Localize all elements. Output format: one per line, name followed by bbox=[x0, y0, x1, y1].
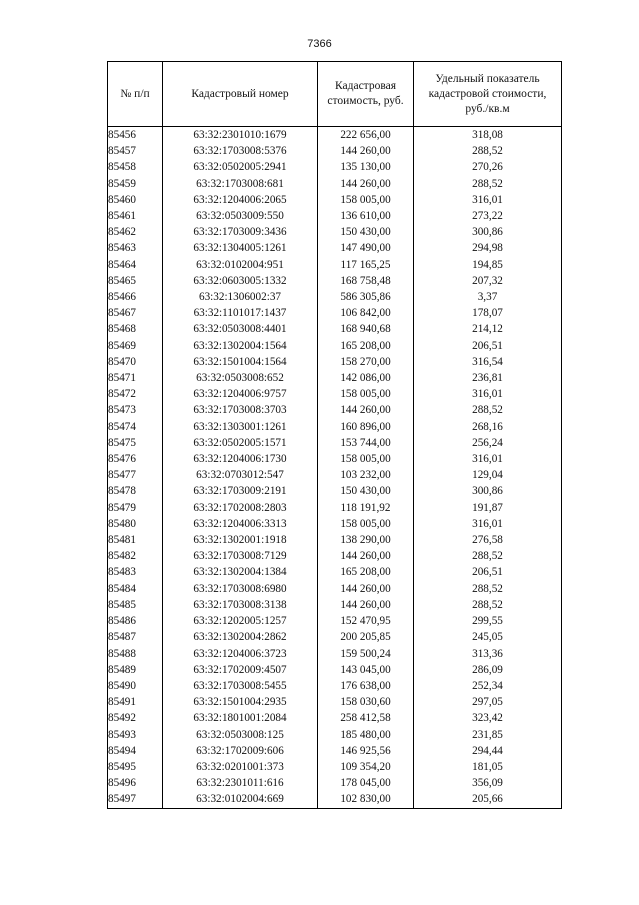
table-row bbox=[108, 370, 562, 386]
cadastral-cost-cell: 144 260,00 bbox=[318, 176, 414, 192]
cadastral-number-cell: 63:32:0102004:669 bbox=[163, 791, 318, 808]
table-row bbox=[108, 273, 562, 289]
specific-indicator-cell: 129,04 bbox=[414, 467, 562, 483]
table-row bbox=[108, 581, 562, 597]
cadastral-number-cell: 63:32:1204006:2065 bbox=[163, 192, 318, 208]
cadastral-number-cell: 63:32:1306002:37 bbox=[163, 289, 318, 305]
specific-indicator-cell: 207,32 bbox=[414, 273, 562, 289]
header-num: № п/п bbox=[108, 62, 163, 127]
row-number-cell: 85484 bbox=[108, 581, 163, 597]
cadastral-number-cell: 63:32:1501004:1564 bbox=[163, 354, 318, 370]
specific-indicator-cell: 273,22 bbox=[414, 208, 562, 224]
cadastral-cost-cell: 117 165,25 bbox=[318, 257, 414, 273]
cadastral-number-cell: 63:32:1801001:2084 bbox=[163, 710, 318, 726]
table-row bbox=[108, 467, 562, 483]
specific-indicator-cell: 231,85 bbox=[414, 727, 562, 743]
specific-indicator-cell: 252,34 bbox=[414, 678, 562, 694]
specific-indicator-cell: 300,86 bbox=[414, 483, 562, 499]
row-number-cell: 85478 bbox=[108, 483, 163, 499]
row-number-cell: 85466 bbox=[108, 289, 163, 305]
cadastral-cost-cell: 159 500,24 bbox=[318, 646, 414, 662]
table-row bbox=[108, 548, 562, 564]
specific-indicator-cell: 205,66 bbox=[414, 791, 562, 808]
header-row bbox=[108, 62, 562, 127]
cadastral-cost-cell: 109 354,20 bbox=[318, 759, 414, 775]
specific-indicator-cell: 294,98 bbox=[414, 240, 562, 256]
cadastral-cost-cell: 185 480,00 bbox=[318, 727, 414, 743]
table-row bbox=[108, 743, 562, 759]
cadastral-number-cell: 63:32:1703008:5455 bbox=[163, 678, 318, 694]
specific-indicator-cell: 297,05 bbox=[414, 694, 562, 710]
cadastral-cost-cell: 144 260,00 bbox=[318, 597, 414, 613]
table-row bbox=[108, 451, 562, 467]
row-number-cell: 85491 bbox=[108, 694, 163, 710]
specific-indicator-cell: 294,44 bbox=[414, 743, 562, 759]
table-row bbox=[108, 354, 562, 370]
cadastral-number-cell: 63:32:1302001:1918 bbox=[163, 532, 318, 548]
cadastral-number-cell: 63:32:1204006:1730 bbox=[163, 451, 318, 467]
row-number-cell: 85483 bbox=[108, 564, 163, 580]
specific-indicator-cell: 316,01 bbox=[414, 192, 562, 208]
specific-indicator-cell: 288,52 bbox=[414, 143, 562, 159]
cadastral-cost-cell: 165 208,00 bbox=[318, 564, 414, 580]
row-number-cell: 85475 bbox=[108, 435, 163, 451]
row-number-cell: 85463 bbox=[108, 240, 163, 256]
row-number-cell: 85470 bbox=[108, 354, 163, 370]
cadastral-cost-cell: 150 430,00 bbox=[318, 224, 414, 240]
specific-indicator-cell: 288,52 bbox=[414, 548, 562, 564]
row-number-cell: 85497 bbox=[108, 791, 163, 808]
cadastral-number-cell: 63:32:2301011:616 bbox=[163, 775, 318, 791]
cadastral-cost-cell: 150 430,00 bbox=[318, 483, 414, 499]
row-number-cell: 85477 bbox=[108, 467, 163, 483]
cadastral-cost-cell: 144 260,00 bbox=[318, 581, 414, 597]
specific-indicator-cell: 288,52 bbox=[414, 597, 562, 613]
table-header bbox=[108, 62, 562, 127]
row-number-cell: 85462 bbox=[108, 224, 163, 240]
cadastral-number-cell: 63:32:1702009:606 bbox=[163, 743, 318, 759]
table-row bbox=[108, 127, 562, 144]
row-number-cell: 85458 bbox=[108, 159, 163, 175]
row-number-cell: 85492 bbox=[108, 710, 163, 726]
cadastral-cost-cell: 158 005,00 bbox=[318, 386, 414, 402]
table-row bbox=[108, 678, 562, 694]
table-row bbox=[108, 402, 562, 418]
cadastral-number-cell: 63:32:0102004:951 bbox=[163, 257, 318, 273]
table-row bbox=[108, 289, 562, 305]
cadastral-number-cell: 63:32:1703008:5376 bbox=[163, 143, 318, 159]
row-number-cell: 85486 bbox=[108, 613, 163, 629]
specific-indicator-cell: 356,09 bbox=[414, 775, 562, 791]
cadastral-cost-cell: 158 005,00 bbox=[318, 192, 414, 208]
cadastral-number-cell: 63:32:1703008:3138 bbox=[163, 597, 318, 613]
row-number-cell: 85472 bbox=[108, 386, 163, 402]
row-number-cell: 85479 bbox=[108, 500, 163, 516]
cadastral-number-cell: 63:32:1501004:2935 bbox=[163, 694, 318, 710]
header-cadastral-cost: Кадастровая стоимость, руб. bbox=[318, 62, 414, 127]
cadastral-number-cell: 63:32:1702009:4507 bbox=[163, 662, 318, 678]
cadastral-number-cell: 63:32:1703009:2191 bbox=[163, 483, 318, 499]
table-row bbox=[108, 143, 562, 159]
cadastral-cost-cell: 152 470,95 bbox=[318, 613, 414, 629]
table-row bbox=[108, 662, 562, 678]
table-row bbox=[108, 338, 562, 354]
row-number-cell: 85467 bbox=[108, 305, 163, 321]
specific-indicator-cell: 276,58 bbox=[414, 532, 562, 548]
specific-indicator-cell: 206,51 bbox=[414, 564, 562, 580]
cadastral-number-cell: 63:32:1101017:1437 bbox=[163, 305, 318, 321]
cadastral-cost-cell: 168 758,48 bbox=[318, 273, 414, 289]
cadastral-number-cell: 63:32:0503008:4401 bbox=[163, 321, 318, 337]
cadastral-number-cell: 63:32:0503009:550 bbox=[163, 208, 318, 224]
specific-indicator-cell: 236,81 bbox=[414, 370, 562, 386]
cadastral-number-cell: 63:32:1703008:7129 bbox=[163, 548, 318, 564]
cadastral-cost-cell: 176 638,00 bbox=[318, 678, 414, 694]
table-row bbox=[108, 532, 562, 548]
specific-indicator-cell: 313,36 bbox=[414, 646, 562, 662]
row-number-cell: 85471 bbox=[108, 370, 163, 386]
cadastral-number-cell: 63:32:0603005:1332 bbox=[163, 273, 318, 289]
cadastral-cost-cell: 158 030,60 bbox=[318, 694, 414, 710]
cadastral-number-cell: 63:32:0503008:652 bbox=[163, 370, 318, 386]
cadastral-cost-cell: 118 191,92 bbox=[318, 500, 414, 516]
cadastral-cost-cell: 102 830,00 bbox=[318, 791, 414, 808]
table-body bbox=[108, 127, 562, 809]
cadastral-number-cell: 63:32:2301010:1679 bbox=[163, 127, 318, 144]
cadastral-number-cell: 63:32:1703008:3703 bbox=[163, 402, 318, 418]
page-number: 7366 bbox=[307, 38, 332, 50]
cadastral-number-cell: 63:32:1204006:3313 bbox=[163, 516, 318, 532]
cadastral-number-cell: 63:32:1204006:9757 bbox=[163, 386, 318, 402]
header-specific-indicator: Удельный показатель кадастровой стоимости, руб./кв.м bbox=[414, 62, 562, 127]
table-row bbox=[108, 694, 562, 710]
specific-indicator-cell: 194,85 bbox=[414, 257, 562, 273]
table-row bbox=[108, 500, 562, 516]
row-number-cell: 85469 bbox=[108, 338, 163, 354]
cadastral-number-cell: 63:32:1202005:1257 bbox=[163, 613, 318, 629]
specific-indicator-cell: 288,52 bbox=[414, 581, 562, 597]
cadastral-number-cell: 63:32:1303001:1261 bbox=[163, 419, 318, 435]
cadastral-number-cell: 63:32:1703008:681 bbox=[163, 176, 318, 192]
table-row bbox=[108, 176, 562, 192]
table-row bbox=[108, 386, 562, 402]
header-cadastral-number: Кадастровый номер bbox=[163, 62, 318, 127]
specific-indicator-cell: 323,42 bbox=[414, 710, 562, 726]
table-row bbox=[108, 791, 562, 808]
table-row bbox=[108, 305, 562, 321]
row-number-cell: 85459 bbox=[108, 176, 163, 192]
specific-indicator-cell: 256,24 bbox=[414, 435, 562, 451]
cadastral-cost-cell: 158 270,00 bbox=[318, 354, 414, 370]
specific-indicator-cell: 316,01 bbox=[414, 386, 562, 402]
specific-indicator-cell: 178,07 bbox=[414, 305, 562, 321]
table-row bbox=[108, 613, 562, 629]
table-row bbox=[108, 321, 562, 337]
row-number-cell: 85474 bbox=[108, 419, 163, 435]
specific-indicator-cell: 3,37 bbox=[414, 289, 562, 305]
table-row bbox=[108, 240, 562, 256]
specific-indicator-cell: 300,86 bbox=[414, 224, 562, 240]
cadastral-number-cell: 63:32:1204006:3723 bbox=[163, 646, 318, 662]
cadastral-number-cell: 63:32:1302004:2862 bbox=[163, 629, 318, 645]
cadastral-cost-cell: 106 842,00 bbox=[318, 305, 414, 321]
cadastral-cost-cell: 258 412,58 bbox=[318, 710, 414, 726]
specific-indicator-cell: 299,55 bbox=[414, 613, 562, 629]
row-number-cell: 85482 bbox=[108, 548, 163, 564]
specific-indicator-cell: 316,54 bbox=[414, 354, 562, 370]
cadastral-cost-cell: 142 086,00 bbox=[318, 370, 414, 386]
cadastral-cost-cell: 144 260,00 bbox=[318, 548, 414, 564]
cadastral-number-cell: 63:32:0201001:373 bbox=[163, 759, 318, 775]
specific-indicator-cell: 181,05 bbox=[414, 759, 562, 775]
row-number-cell: 85473 bbox=[108, 402, 163, 418]
row-number-cell: 85496 bbox=[108, 775, 163, 791]
table-row bbox=[108, 208, 562, 224]
cadastral-cost-cell: 146 925,56 bbox=[318, 743, 414, 759]
cadastral-cost-cell: 200 205,85 bbox=[318, 629, 414, 645]
specific-indicator-cell: 268,16 bbox=[414, 419, 562, 435]
row-number-cell: 85456 bbox=[108, 127, 163, 144]
cadastral-number-cell: 63:32:0502005:2941 bbox=[163, 159, 318, 175]
row-number-cell: 85457 bbox=[108, 143, 163, 159]
table-row bbox=[108, 419, 562, 435]
cadastral-cost-cell: 178 045,00 bbox=[318, 775, 414, 791]
table-row bbox=[108, 159, 562, 175]
specific-indicator-cell: 316,01 bbox=[414, 451, 562, 467]
cadastral-number-cell: 63:32:1304005:1261 bbox=[163, 240, 318, 256]
table-row bbox=[108, 435, 562, 451]
cadastral-number-cell: 63:32:0502005:1571 bbox=[163, 435, 318, 451]
row-number-cell: 85493 bbox=[108, 727, 163, 743]
cadastral-cost-cell: 144 260,00 bbox=[318, 143, 414, 159]
row-number-cell: 85460 bbox=[108, 192, 163, 208]
cadastral-cost-cell: 158 005,00 bbox=[318, 516, 414, 532]
table-row bbox=[108, 224, 562, 240]
specific-indicator-cell: 245,05 bbox=[414, 629, 562, 645]
cadastral-number-cell: 63:32:0703012:547 bbox=[163, 467, 318, 483]
specific-indicator-cell: 316,01 bbox=[414, 516, 562, 532]
row-number-cell: 85481 bbox=[108, 532, 163, 548]
cadastral-cost-cell: 103 232,00 bbox=[318, 467, 414, 483]
specific-indicator-cell: 214,12 bbox=[414, 321, 562, 337]
cadastral-number-cell: 63:32:1702008:2803 bbox=[163, 500, 318, 516]
cadastral-cost-cell: 165 208,00 bbox=[318, 338, 414, 354]
cadastral-cost-cell: 158 005,00 bbox=[318, 451, 414, 467]
specific-indicator-cell: 270,26 bbox=[414, 159, 562, 175]
cadastral-cost-cell: 143 045,00 bbox=[318, 662, 414, 678]
specific-indicator-cell: 288,52 bbox=[414, 402, 562, 418]
table-row bbox=[108, 775, 562, 791]
table-row bbox=[108, 629, 562, 645]
row-number-cell: 85476 bbox=[108, 451, 163, 467]
cadastral-number-cell: 63:32:1703008:6980 bbox=[163, 581, 318, 597]
cadastral-cost-cell: 136 610,00 bbox=[318, 208, 414, 224]
row-number-cell: 85490 bbox=[108, 678, 163, 694]
table-row bbox=[108, 759, 562, 775]
specific-indicator-cell: 318,08 bbox=[414, 127, 562, 144]
table-row bbox=[108, 597, 562, 613]
row-number-cell: 85465 bbox=[108, 273, 163, 289]
cadastral-cost-cell: 222 656,00 bbox=[318, 127, 414, 144]
cadastral-cost-cell: 144 260,00 bbox=[318, 402, 414, 418]
cadastral-cost-cell: 138 290,00 bbox=[318, 532, 414, 548]
table-row bbox=[108, 710, 562, 726]
row-number-cell: 85468 bbox=[108, 321, 163, 337]
table-row bbox=[108, 257, 562, 273]
table-row bbox=[108, 564, 562, 580]
row-number-cell: 85488 bbox=[108, 646, 163, 662]
specific-indicator-cell: 206,51 bbox=[414, 338, 562, 354]
row-number-cell: 85464 bbox=[108, 257, 163, 273]
specific-indicator-cell: 191,87 bbox=[414, 500, 562, 516]
row-number-cell: 85461 bbox=[108, 208, 163, 224]
table-row bbox=[108, 483, 562, 499]
cadastral-number-cell: 63:32:1302004:1384 bbox=[163, 564, 318, 580]
table-row bbox=[108, 646, 562, 662]
cadastral-cost-cell: 153 744,00 bbox=[318, 435, 414, 451]
cadastral-cost-cell: 168 940,68 bbox=[318, 321, 414, 337]
cadastral-table bbox=[107, 61, 562, 809]
cadastral-number-cell: 63:32:1302004:1564 bbox=[163, 338, 318, 354]
cadastral-cost-cell: 160 896,00 bbox=[318, 419, 414, 435]
table-row bbox=[108, 192, 562, 208]
row-number-cell: 85494 bbox=[108, 743, 163, 759]
table-row bbox=[108, 516, 562, 532]
row-number-cell: 85480 bbox=[108, 516, 163, 532]
cadastral-cost-cell: 147 490,00 bbox=[318, 240, 414, 256]
row-number-cell: 85489 bbox=[108, 662, 163, 678]
cadastral-number-cell: 63:32:0503008:125 bbox=[163, 727, 318, 743]
row-number-cell: 85495 bbox=[108, 759, 163, 775]
cadastral-cost-cell: 586 305,86 bbox=[318, 289, 414, 305]
specific-indicator-cell: 288,52 bbox=[414, 176, 562, 192]
row-number-cell: 85487 bbox=[108, 629, 163, 645]
table-row bbox=[108, 727, 562, 743]
cadastral-number-cell: 63:32:1703009:3436 bbox=[163, 224, 318, 240]
row-number-cell: 85485 bbox=[108, 597, 163, 613]
cadastral-cost-cell: 135 130,00 bbox=[318, 159, 414, 175]
specific-indicator-cell: 286,09 bbox=[414, 662, 562, 678]
